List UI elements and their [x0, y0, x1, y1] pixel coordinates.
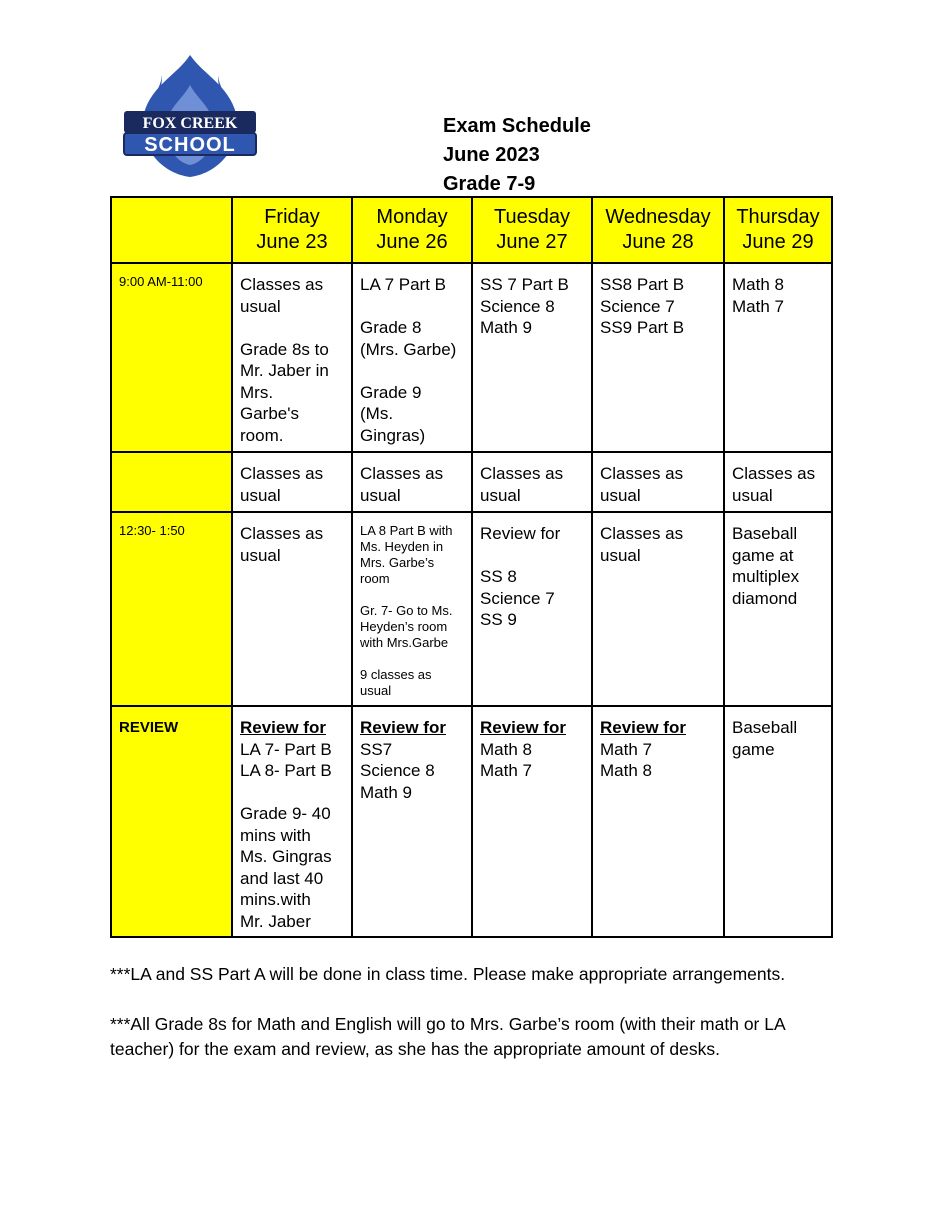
cell-line: game: [732, 739, 775, 759]
cell-line: mins with: [240, 825, 311, 845]
cell-line: game at: [732, 545, 794, 565]
cell-line: Classes as: [732, 464, 816, 483]
cell-line: usual: [240, 296, 281, 316]
cell-line: (Ms.: [360, 404, 394, 423]
cell-line: Mrs. Garbe’s: [360, 555, 435, 570]
cell-line: usual: [600, 485, 641, 505]
day-header-monday: [352, 197, 472, 263]
cell-line: Ms. Heyden in: [360, 539, 444, 554]
schedule-cell: [592, 452, 724, 512]
schedule-cell: [232, 452, 352, 512]
day-date: June 26: [376, 231, 448, 253]
day-name: Thursday: [736, 206, 820, 228]
cell-line: diamond: [732, 588, 798, 608]
cell-line: SS9 Part B: [600, 318, 685, 337]
cell-line: LA 7 Part B: [360, 275, 446, 294]
table-row: [111, 263, 832, 452]
schedule-cell: [592, 263, 724, 452]
schedule-cell: [472, 512, 592, 706]
cell-line: Math 9: [360, 782, 412, 802]
table-row: [111, 706, 832, 937]
schedule-cell: [592, 512, 724, 706]
cell-line: Science 7: [600, 296, 675, 316]
cell-line: SS7: [360, 739, 393, 759]
cell-line: Mrs.: [240, 382, 274, 402]
day-date: June 29: [742, 231, 814, 253]
header-row: [111, 197, 832, 263]
schedule-cell: [724, 263, 832, 452]
cell-line: Mr. Jaber in: [240, 361, 329, 380]
day-header-friday: [232, 197, 352, 263]
cell-line: SS8 Part B: [600, 275, 685, 294]
cell-line: Math 8: [480, 739, 532, 759]
cell-line: mins.with: [240, 890, 311, 909]
cell-line: Review for: [360, 718, 446, 737]
cell-line: [240, 782, 345, 804]
cell-line: Science 8: [480, 296, 555, 316]
cell-line: LA 8 Part B with: [360, 523, 453, 538]
cell-line: Classes as: [240, 464, 324, 483]
day-date: June 27: [496, 231, 568, 253]
cell-line: Math 7: [600, 739, 652, 759]
cell-line: usual: [240, 545, 281, 565]
cell-line: and last 40: [240, 868, 324, 888]
cell-line: Classes as: [240, 524, 324, 543]
cell-line: Baseball: [732, 718, 798, 737]
day-header-thursday: [724, 197, 832, 263]
table-row: [111, 452, 832, 512]
logo-text-top: FOX CREEK: [142, 115, 238, 132]
cell-line: Grade 9- 40: [240, 804, 331, 823]
schedule-cell: [232, 706, 352, 937]
cell-line: Review for: [240, 718, 326, 737]
day-header-tuesday: [472, 197, 592, 263]
cell-line: Heyden’s room: [360, 619, 448, 634]
cell-line: [240, 317, 345, 339]
cell-line: Review for: [600, 718, 686, 737]
cell-line: 9 classes as: [360, 667, 432, 682]
schedule-cell: [724, 452, 832, 512]
day-name: Wednesday: [605, 206, 711, 228]
schedule-cell: [724, 512, 832, 706]
cell-line: Grade 8: [360, 318, 422, 337]
cell-line: Math 7: [732, 296, 784, 316]
schedule-cell: [592, 706, 724, 937]
schedule-cell: [352, 512, 472, 706]
cell-line: SS 8: [480, 567, 517, 586]
cell-line: LA 8- Part B: [240, 761, 332, 780]
time-slot-label: [111, 452, 232, 512]
cell-line: Grade 9: [360, 382, 422, 402]
cell-line: usual: [360, 485, 401, 505]
schedule-cell: [232, 263, 352, 452]
schedule-cell: [724, 706, 832, 937]
cell-line: multiplex: [732, 567, 800, 586]
cell-line: SS 9: [480, 610, 517, 629]
school-logo: [122, 55, 258, 179]
corner-cell: [111, 197, 232, 263]
cell-line: Baseball: [732, 524, 798, 543]
cell-line: Classes as: [600, 464, 684, 483]
day-date: June 28: [622, 231, 694, 253]
cell-line: with Mrs.Garbe: [360, 635, 449, 650]
day-date: June 23: [256, 231, 328, 253]
day-name: Monday: [376, 206, 448, 228]
time-slot-label: REVIEW: [111, 706, 232, 937]
cell-line: room.: [240, 425, 284, 445]
cell-line: Gingras): [360, 425, 426, 445]
schedule-cell: [352, 263, 472, 452]
cell-line: [360, 360, 465, 382]
cell-line: Review for: [480, 718, 566, 737]
cell-line: Science 7: [480, 588, 555, 608]
schedule-cell: [232, 512, 352, 706]
cell-line: Classes as: [600, 524, 684, 543]
logo-text-bottom: SCHOOL: [144, 134, 236, 156]
day-name: Friday: [264, 206, 320, 228]
cell-line: room: [360, 571, 390, 586]
cell-line: usual: [360, 683, 392, 698]
cell-line: Mr. Jaber: [240, 911, 311, 931]
time-slot-label: 12:30- 1:50: [111, 512, 232, 706]
cell-line: Math 7: [480, 761, 532, 780]
cell-line: usual: [600, 545, 641, 565]
cell-line: Classes as: [360, 464, 444, 483]
cell-line: SS 7 Part B: [480, 275, 569, 294]
cell-line: Math 8: [600, 761, 652, 780]
cell-line: [360, 296, 465, 318]
notes-section: [110, 962, 850, 1087]
schedule-cell: [472, 452, 592, 512]
cell-line: Math 9: [480, 318, 532, 337]
note-paragraph: ***LA and SS Part A will be done in class time. Please make appropriate arrangements.: [110, 964, 786, 984]
cell-line: (Mrs. Garbe): [360, 339, 457, 359]
title-line: Grade 7-9: [443, 173, 536, 195]
cell-line: Science 8: [360, 761, 435, 780]
cell-line: Classes as: [480, 464, 564, 483]
title-line: June 2023: [443, 144, 540, 166]
exam-schedule-table: [110, 196, 833, 938]
day-header-wednesday: [592, 197, 724, 263]
cell-line: [360, 587, 465, 603]
cell-line: Ms. Gingras: [240, 847, 332, 866]
note-paragraph: ***All Grade 8s for Math and English will go to Mrs. Garbe’s room (with their math or LA teacher) for the exam and review, as she has the appropriate amount of desks.: [110, 1014, 785, 1059]
cell-line: usual: [240, 485, 281, 505]
schedule-cell: [472, 706, 592, 937]
cell-line: Math 8: [732, 275, 784, 294]
cell-line: LA 7- Part B: [240, 739, 332, 759]
title-line: Exam Schedule: [443, 115, 591, 137]
schedule-cell: [352, 452, 472, 512]
cell-line: usual: [480, 485, 521, 505]
schedule-cell: [472, 263, 592, 452]
cell-line: [480, 545, 585, 567]
cell-line: Grade 8s to: [240, 339, 329, 359]
cell-line: Review for: [480, 524, 561, 543]
cell-line: Classes as: [240, 275, 324, 294]
cell-line: Garbe's: [240, 404, 299, 423]
cell-line: [360, 651, 465, 667]
cell-line: usual: [732, 485, 773, 505]
day-name: Tuesday: [494, 206, 570, 228]
table-row: [111, 512, 832, 706]
cell-line: Gr. 7- Go to Ms.: [360, 603, 453, 618]
document-title: [443, 112, 591, 199]
schedule-cell: [352, 706, 472, 937]
time-slot-label: 9:00 AM-11:00: [111, 263, 232, 452]
